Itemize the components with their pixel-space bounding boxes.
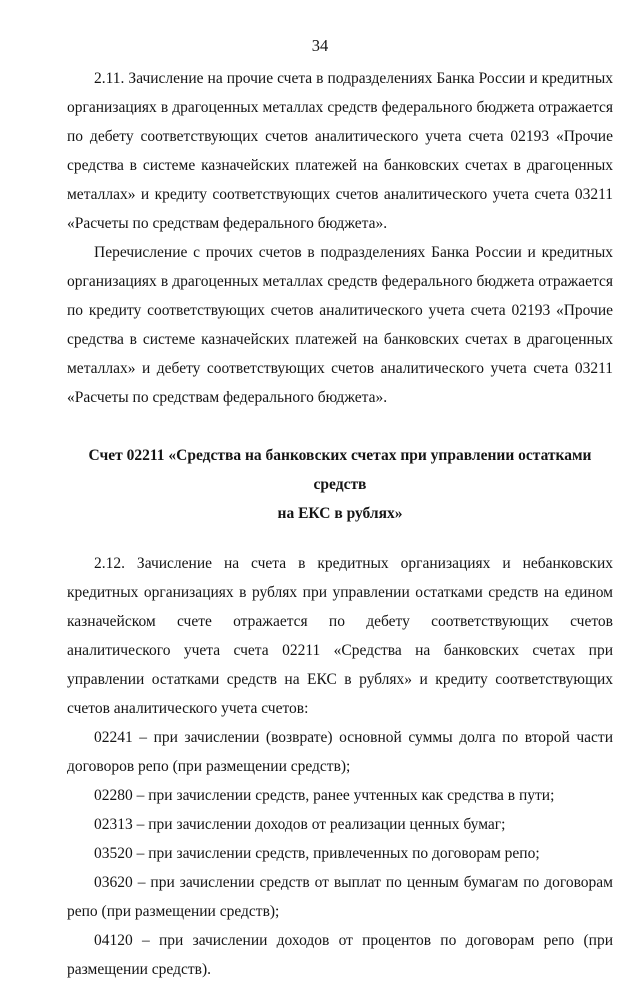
- list-item-02280: 02280 – при зачислении средств, ранее учтенных как средства в пути;: [94, 787, 555, 804]
- section-heading-line-2: на ЕКС в рублях»: [277, 505, 403, 522]
- paragraph-transfer: Перечисление с прочих счетов в подразделениях Банка России и кредитных организациях в драгоценных металлах средств федерального бюджета отражается по кредиту соответствующих счетов аналитического учета счета 02193 «Прочие средства в системе казначейских платежей на банковских счетах в драгоценных металлах» и дебету соответствующих счетов аналитического учета счета 03211 «Расчеты по средствам федерального бюджета».: [67, 244, 613, 406]
- page-number: 34: [311, 36, 329, 55]
- paragraph-2-11: 2.11. Зачисление на прочие счета в подразделениях Банка России и кредитных организациях в драгоценных металлах средств федерального бюджета отражается по дебету соответствующих счетов аналитического учета счета 02193 «Прочие средства в системе казначейских платежей на банковских счетах в драгоценных металлах» и кредиту соответствующих счетов аналитического учета счета 03211 «Расчеты по средствам федерального бюджета».: [67, 70, 613, 232]
- list-item-04120: 04120 – при зачислении доходов от процентов по договорам репо (при размещении средств).: [67, 932, 613, 978]
- section-heading: [67, 441, 613, 528]
- list-item-03520: 03520 – при зачислении средств, привлеченных по договорам репо;: [94, 845, 540, 862]
- list-item-03620: 03620 – при зачислении средств от выплат по ценным бумагам по договорам репо (при размещении средств);: [67, 874, 613, 920]
- list-item-02313: 02313 – при зачислении доходов от реализации ценных бумаг;: [94, 816, 506, 833]
- spacer: [67, 528, 613, 549]
- list-item-02241: 02241 – при зачислении (возврате) основной суммы долга по второй части договоров репо (при размещении средств);: [67, 729, 613, 775]
- section-heading-line-1: Счет 02211 «Средства на банковских счетах при управлении остатками средств: [88, 447, 592, 493]
- spacer: [67, 412, 613, 441]
- document-body: [67, 64, 613, 984]
- paragraph-2-12: 2.12. Зачисление на счета в кредитных организациях и небанковских кредитных организациях в рублях при управлении остатками средств на едином казначейском счете отражается по дебету соответствующих счетов аналитического учета счета 02211 «Средства на банковских счетах при управлении остатками средств на ЕКС в рублях» и кредиту соответствующих счетов аналитического учета счетов:: [67, 555, 613, 717]
